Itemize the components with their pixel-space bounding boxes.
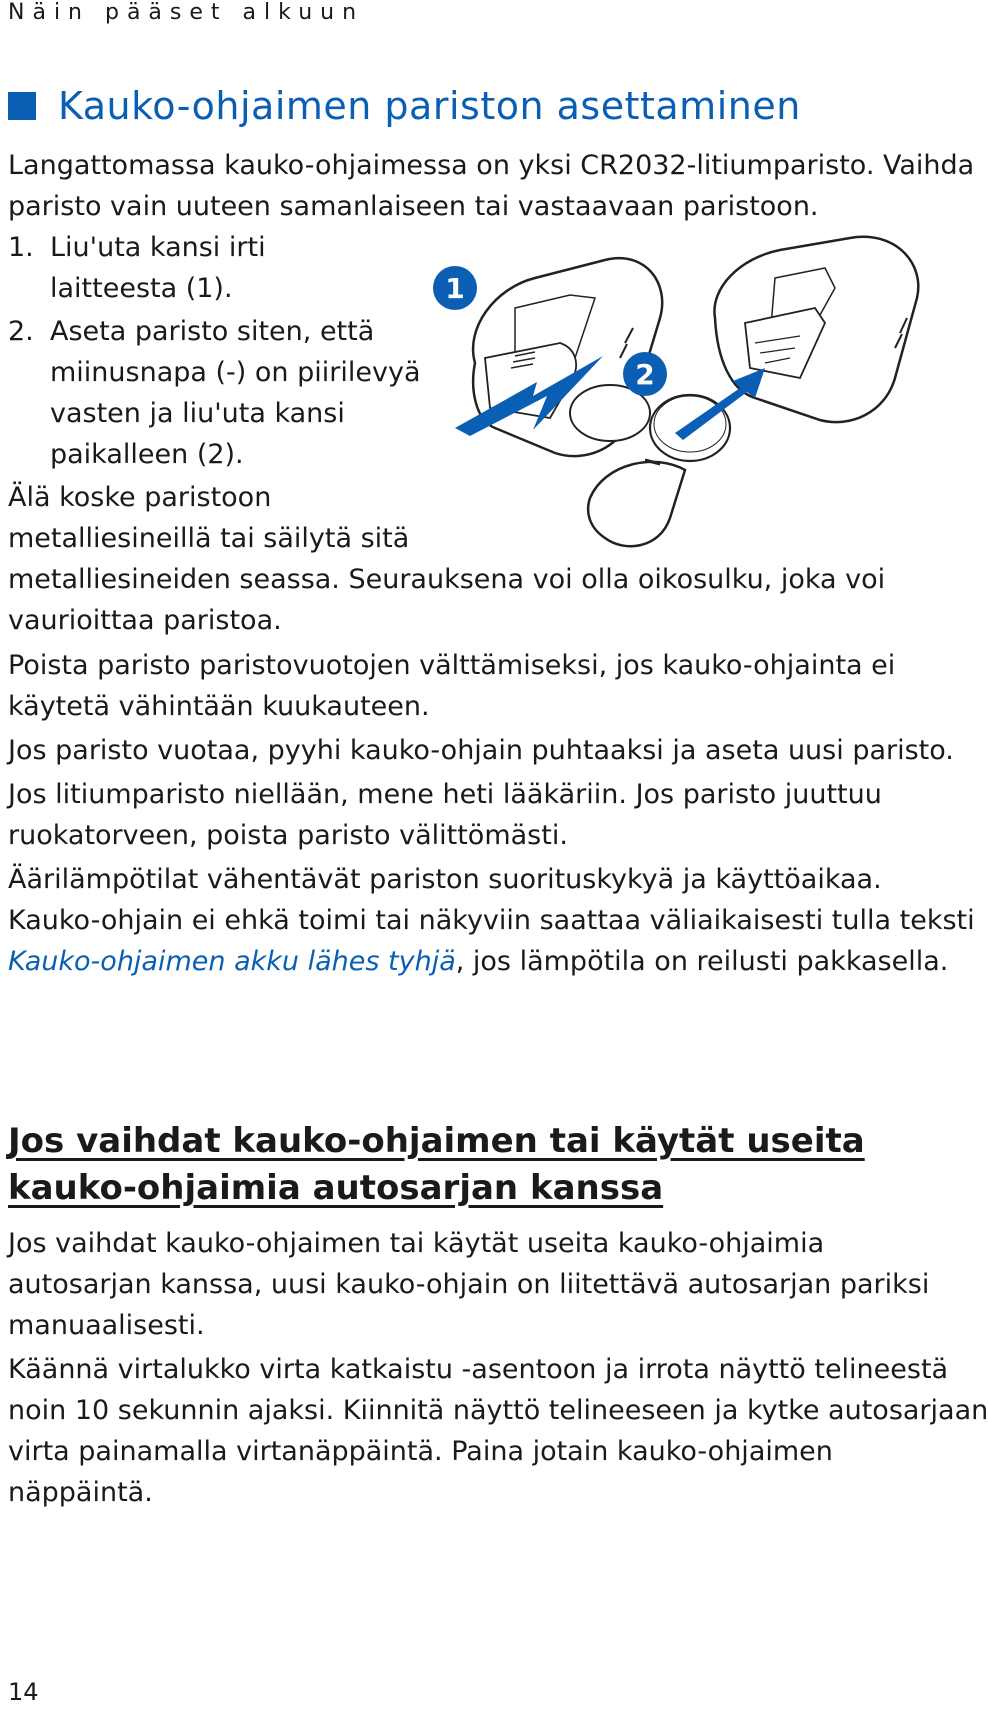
step-2-badge [623, 352, 667, 396]
step-2-text: vasten ja liu'uta kansi [50, 398, 345, 429]
paragraph-line: noin 10 sekunnin ajaksi. Kiinnitä näyttö telineeseen ja kytke autosarjaan [8, 1395, 988, 1426]
step-1-text: laitteesta (1). [50, 273, 233, 304]
display-text-reference: Kauko-ohjaimen akku lähes tyhjä [8, 946, 456, 977]
step-1-number: 1. [8, 232, 34, 263]
warning-line: metalliesineillä tai säilytä sitä [8, 523, 410, 554]
remote-device-right [714, 237, 918, 422]
paragraph-line: manuaalisesti. [8, 1310, 205, 1341]
subsection-title-line: kauko-ohjaimia autosarjan kanssa [8, 1168, 664, 1208]
warning-line: vaurioittaa paristoa. [8, 605, 282, 636]
step-2-badge-label: 2 [635, 358, 655, 391]
paragraph-line: Jos paristo vuotaa, pyyhi kauko-ohjain puhtaaksi ja aseta uusi paristo. [8, 735, 954, 766]
step-1-badge-label: 1 [445, 272, 465, 305]
paragraph-tail: , jos lämpötila on reilusti pakkasella. [455, 946, 949, 977]
paragraph-line: autosarjan kanssa, uusi kauko-ohjain on liitettävä autosarjan pariksi [8, 1269, 930, 1300]
running-header: Näin pääset alkuun [8, 0, 365, 25]
warning-line: metalliesineiden seassa. Seurauksena voi olla oikosulku, joka voi [8, 564, 886, 595]
paragraph-line: Äärilämpötilat vähentävät pariston suorituskykyä ja käyttöaikaa. [8, 864, 882, 895]
step-2-text: miinusnapa (-) on piirilevyä [50, 357, 421, 388]
paragraph-line: Poista paristo paristovuotojen välttämiseksi, jos kauko-ohjainta ei [8, 650, 896, 681]
intro-line: paristo vain uuteen samanlaiseen tai vastaavaan paristoon. [8, 191, 819, 222]
paragraph-line: Kauko-ohjain ei ehkä toimi tai näkyviin saattaa väliaikaisesti tulla teksti [8, 905, 975, 936]
subsection-title [8, 1118, 953, 1212]
battery-insertion-illustration [445, 248, 955, 568]
paragraph-line: virta painamalla virtanäppäintä. Paina jotain kauko-ohjaimen [8, 1436, 833, 1467]
heading-square-icon [8, 92, 36, 120]
intro-line: Langattomassa kauko-ohjaimessa on yksi CR2032-litiumparisto. Vaihda [8, 150, 975, 181]
paragraph-line: Käännä virtalukko virta katkaistu -asentoon ja irrota näyttö telineestä [8, 1354, 949, 1385]
warning-line: Älä koske paristoon [8, 482, 272, 513]
paragraph-line [8, 941, 953, 982]
subsection-title-line: Jos vaihdat kauko-ohjaimen tai käytät useita [8, 1121, 865, 1161]
step-2-text: paikalleen (2). [50, 439, 244, 470]
step-1-text: Liu'uta kansi irti [50, 232, 266, 263]
paragraph-line: ruokatorveen, poista paristo välittömästi. [8, 820, 568, 851]
page-number: 14 [8, 1678, 39, 1706]
paragraph-line: Jos litiumparisto niellään, mene heti lääkäriin. Jos paristo juuttuu [8, 779, 882, 810]
step-2-number: 2. [8, 316, 34, 347]
paragraph-line: käytetä vähintään kuukauteen. [8, 691, 430, 722]
paragraph-line: Jos vaihdat kauko-ohjaimen tai käytät useita kauko-ohjaimia [8, 1228, 825, 1259]
paragraph-line: näppäintä. [8, 1477, 153, 1508]
battery-cover [588, 460, 685, 546]
step-2-text: Aseta paristo siten, että [50, 316, 375, 347]
section-heading [8, 84, 801, 128]
section-title: Kauko-ohjaimen pariston asettaminen [58, 84, 801, 128]
step-1-badge [433, 266, 477, 310]
